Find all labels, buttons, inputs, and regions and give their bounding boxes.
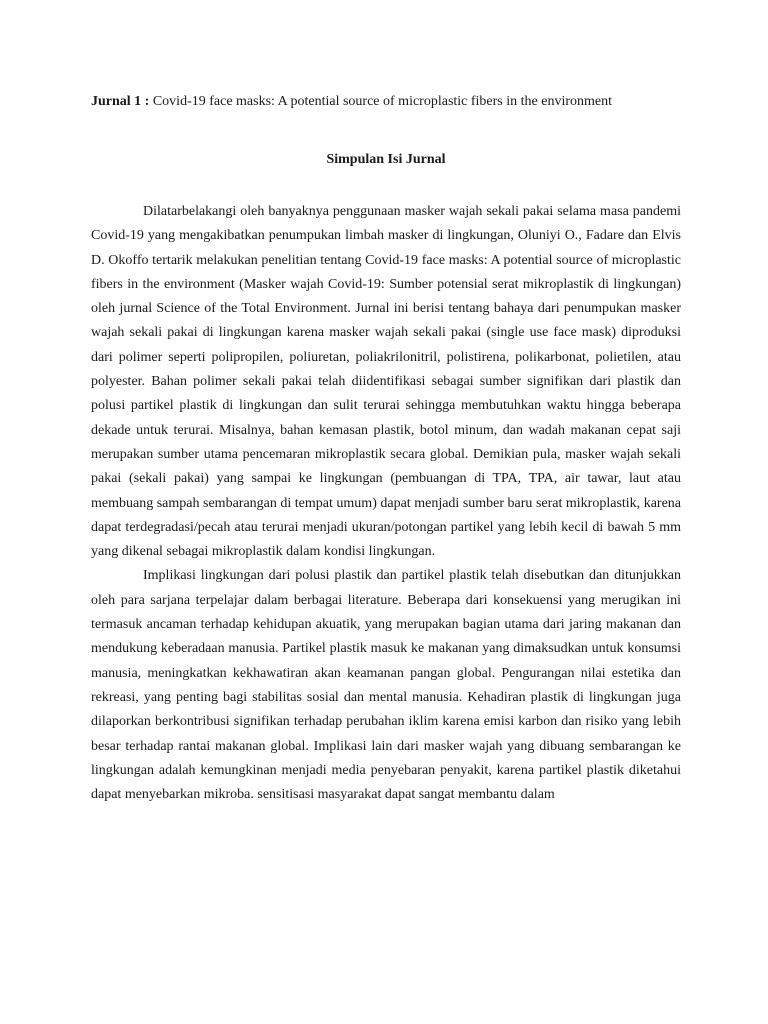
- journal-title: Covid-19 face masks: A potential source of microplastic fibers in the environment: [152, 94, 613, 109]
- paragraph-2: Implikasi lingkungan dari polusi plastik dan partikel plastik telah disebutkan dan ditunjukkan oleh para sarjana terpelajar dalam berbagai literature. Beberapa dari konsekuensi yang merugikan ini termasuk ancaman terhadap kehidupan akuatik, yang merupakan bagian utama dari jaring makanan dan mendukung keberadaan manusia. Partikel plastik masuk ke makanan yang dimaksudkan untuk konsumsi manusia, meningkatkan kekhawatiran akan keamanan pangan global. Pengurangan nilai estetika dan rekreasi, yang penting bagi stabilitas sosial dan mental manusia. Kehadiran plastik di lingkungan juga dilaporkan berkontribusi signifikan terhadap perubahan iklim karena emisi karbon dan risiko yang lebih besar terhadap rantai makanan global. Implikasi lain dari masker wajah yang dibuang sembarangan ke lingkungan adalah kemungkinan menjadi media penyebaran penyakit, karena partikel plastik diketahui dapat menyebarkan mikroba. sensitisasi masyarakat dapat sangat membantu dalam: [91, 568, 681, 803]
- journal-label: Jurnal 1 :: [91, 94, 150, 109]
- paragraph-1: Dilatarbelakangi oleh banyaknya penggunaan masker wajah sekali pakai selama masa pandemi Covid-19 yang mengakibatkan penumpukan limbah masker di lingkungan, Oluniyi O., Fadare dan Elvis D. Okoffo tertarik melakukan penelitian tentang Covid-19 face masks: A potential source of microplastic fibers in the environment (Masker wajah Covid-19: Sumber potensial serat mikroplastik di lingkungan) oleh jurnal Science of the Total Environment. Jurnal ini berisi tentang bahaya dari penumpukan masker wajah sekali pakai di lingkungan karena masker wajah sekali pakai (single use face mask) diproduksi dari polimer seperti polipropilen, poliuretan, poliakrilonitril, polistirena, polikarbonat, polietilen, atau polyester. Bahan polimer sekali pakai telah diidentifikasi sebagai sumber signifikan dari plastik dan polusi partikel plastik di lingkungan dan sulit terurai sehingga membutuhkan waktu hingga beberapa dekade untuk terurai. Misalnya, bahan kemasan plastik, botol minum, dan wadah makanan cepat saji merupakan sumber utama pencemaran mikroplastik secara global. Demikian pula, masker wajah sekali pakai (sekali pakai) yang sampai ke lingkungan (pembuangan di TPA, TPA, air tawar, laut atau membuang sampah sembarangan di tempat umum) dapat menjadi sumber baru serat mikroplastik, karena dapat terdegradasi/pecah atau terurai menjadi ukuran/potongan partikel yang lebih kecil di bawah 5 mm yang dikenal sebagai mikroplastik dalam kondisi lingkungan.: [91, 204, 681, 560]
- document-page: [91, 90, 681, 807]
- journal-heading: [91, 90, 681, 114]
- section-title: Simpulan Isi Jurnal: [326, 152, 446, 167]
